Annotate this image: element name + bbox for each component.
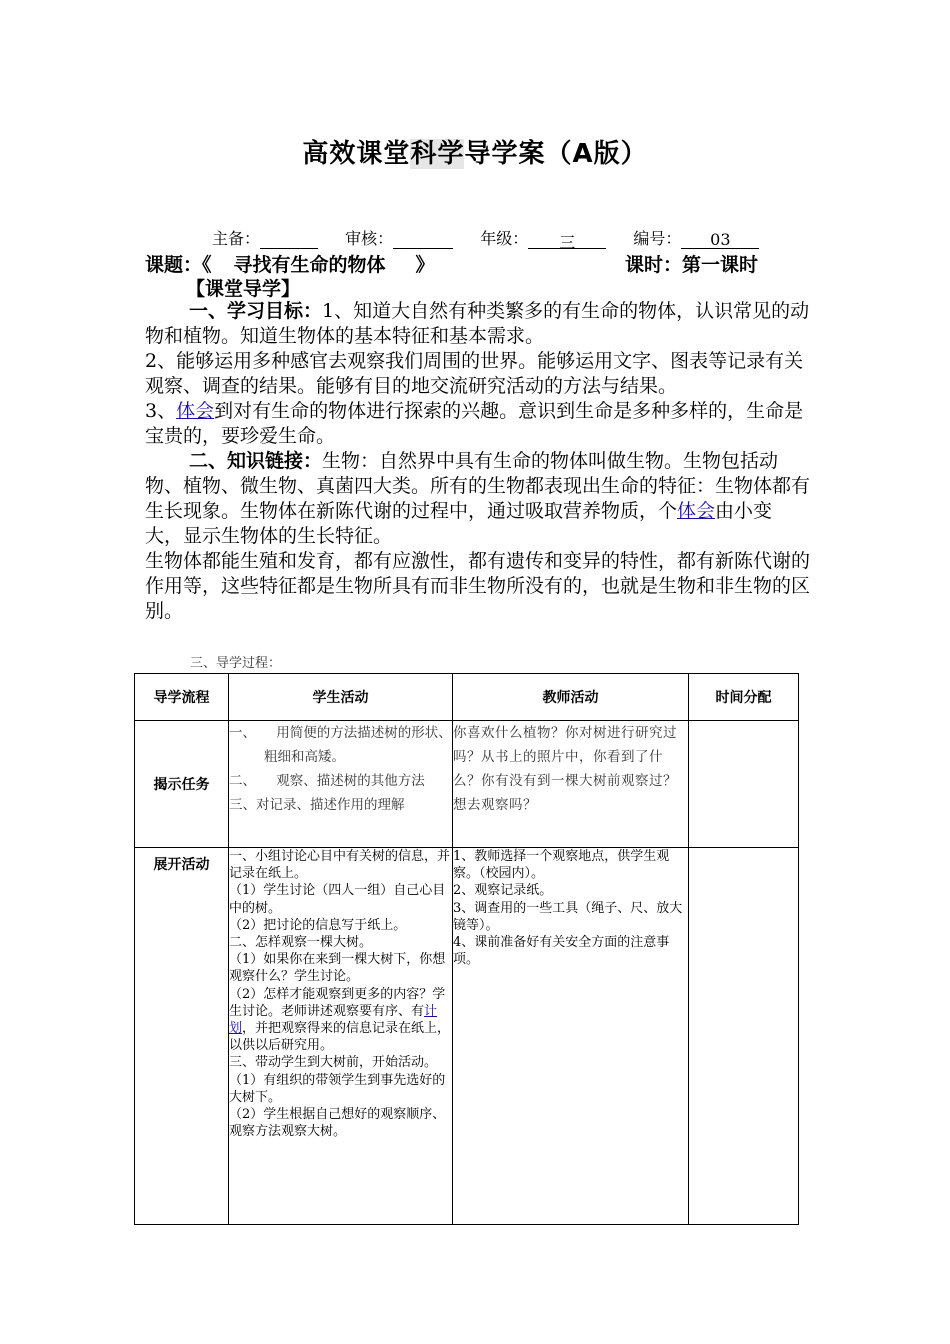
guide-heading: 【课堂导学】 xyxy=(186,278,301,300)
teacher-activity-item: 3、调查用的一些工具（绳子、尺、放大镜等）。 xyxy=(453,900,683,933)
teacher-activity-item: 2、观察记录纸。 xyxy=(453,883,553,899)
meta-line xyxy=(212,226,759,252)
guide-process-table xyxy=(134,673,799,1225)
time-cell xyxy=(689,721,799,848)
goal-item: 2、能够运用多种感官去观察我们周围的世界。能够运用文字、图表等记录有关观察、调查的结果。能够有目的地交流研究活动的方法与结果。 xyxy=(145,350,804,397)
column-header: 学生活动 xyxy=(229,674,453,721)
student-activity-item: 二、怎样观察一棵大树。 xyxy=(229,935,373,951)
teacher-activity-cell: 你喜欢什么植物？你对树进行研究过吗？从书上的照片中，你看到了什么？你有没有到一棵大树前观察过？想去观察吗？ xyxy=(453,721,689,848)
stage-cell: 揭示任务 xyxy=(135,721,229,848)
course-line xyxy=(145,250,435,277)
activity-text: ，并把观察得来的信息记录在纸上，以供以后研究用。 xyxy=(229,1021,451,1054)
student-activity-cell xyxy=(229,848,453,1225)
knowledge-text: 由小变大，显示生物体的生长特征。 xyxy=(145,500,773,547)
column-header: 导学流程 xyxy=(135,674,229,721)
goal-item-text: 到对有生命的物体进行探索的兴趣。意识到生命是多种多样的，生命是宝贵的，要珍爱生命。 xyxy=(145,400,804,447)
prep-field xyxy=(260,230,318,249)
column-header: 时间分配 xyxy=(689,674,799,721)
experience-link[interactable]: 体会 xyxy=(677,500,716,522)
knowledge-paragraph: 生物体都能生殖和发育，都有应激性，都有遗传和变异的特性，都有新陈代谢的作用等，这些特征都是生物所具有而非生物所没有的，也就是生物和非生物的区别。 xyxy=(145,550,811,622)
number-field: 03 xyxy=(681,230,759,249)
course-label: 课题： xyxy=(145,254,203,276)
guide-body xyxy=(145,299,810,624)
student-activity-item: （1）有组织的带领学生到事先选好的大树下。 xyxy=(229,1072,446,1105)
table-header-row xyxy=(135,674,799,721)
knowledge-text: 生物：自然界中具有生命的物体叫做生物。生物包括动物、植物、微生物、真菌四大类。所有的生物都表现出生命的特征：生物体都有生长现象。生物体在新陈代谢的过程中，通过吸取营养物质，个 xyxy=(145,450,811,522)
knowledge-paragraph xyxy=(145,449,810,549)
student-activity-item: 一、小组讨论心目中有关树的信息，并记录在纸上。 xyxy=(229,849,451,882)
goal-item xyxy=(145,399,810,449)
grade-label: 年级： xyxy=(480,229,529,248)
teacher-activity-cell xyxy=(453,848,689,1225)
course-bracket: 》 xyxy=(415,254,435,276)
review-label: 审核： xyxy=(345,229,394,248)
process-label: 三、导学过程： xyxy=(190,656,282,671)
column-header: 教师活动 xyxy=(453,674,689,721)
plan-link[interactable]: 计划 xyxy=(229,1003,438,1037)
student-activity-item xyxy=(229,986,452,1055)
student-activity-item: 一、 用简便的方法描述树的形状、粗细和高矮。 xyxy=(229,725,452,765)
grade-field: 三 xyxy=(528,230,606,249)
student-activity-cell xyxy=(229,721,453,848)
review-field xyxy=(393,230,453,249)
student-activity-item: 三、对记录、描述作用的理解 xyxy=(229,797,405,813)
student-activity-item: 三、带动学生到大树前，开始活动。 xyxy=(229,1055,438,1071)
time-cell xyxy=(689,848,799,1225)
course-bracket: 《 xyxy=(202,254,212,276)
title-part: 导学案（A版） xyxy=(464,139,648,169)
title-part: 高效课堂 xyxy=(302,139,411,169)
student-activity-item: （2）把讨论的信息写于纸上。 xyxy=(229,917,407,933)
goal-item-number: 3、 xyxy=(145,400,177,422)
knowledge-heading: 二、知识链接： xyxy=(189,450,323,472)
table-row xyxy=(135,848,799,1225)
experience-link[interactable]: 体会 xyxy=(176,400,215,422)
goals-paragraph xyxy=(145,299,810,349)
lesson-time: 课时：第一课时 xyxy=(625,254,759,276)
student-activity-item: （1）如果你在来到一棵大树下，你想观察什么？学生讨论。 xyxy=(229,952,446,985)
prep-label: 主备： xyxy=(212,229,261,248)
goal-item: 1、知道大自然有种类繁多的有生命的物体，认识常见的动物和植物。知道生物体的基本特征和基本需求。 xyxy=(145,300,810,347)
teacher-activity-item: 1、教师选择一个观察地点，供学生观察。（校园内）。 xyxy=(453,849,670,882)
course-topic: 寻找有生命的物体 xyxy=(233,254,386,276)
teacher-activity-item: 4、课前准备好有关安全方面的注意事项。 xyxy=(453,935,670,968)
goals-heading: 一、学习目标： xyxy=(189,300,323,322)
student-activity-item: （1）学生讨论（四人一组）自己心目中的树。 xyxy=(229,883,446,916)
table-row xyxy=(135,721,799,848)
student-activity-item: （2）学生根据自己想好的观察顺序、观察方法观察大树。 xyxy=(229,1107,446,1140)
title-highlight: 科学 xyxy=(410,139,465,169)
student-activity-item: 二、 观察、描述树的其他方法 xyxy=(229,773,425,789)
stage-cell: 展开活动 xyxy=(135,848,229,1225)
activity-text: （2）怎样才能观察到更多的内容？学生讨论。老师讲述观察要有序、有 xyxy=(229,986,446,1019)
number-label: 编号： xyxy=(633,229,682,248)
document-title xyxy=(0,133,950,170)
